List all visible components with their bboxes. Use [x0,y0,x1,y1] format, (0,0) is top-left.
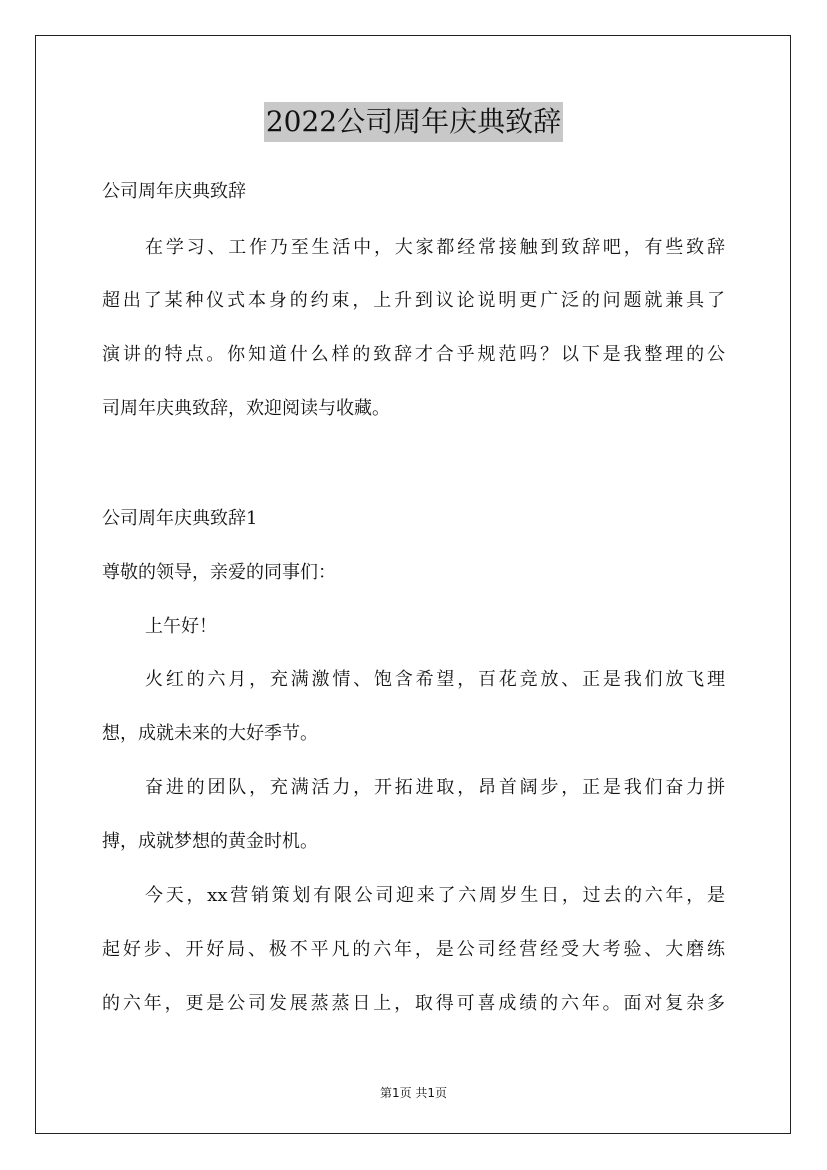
intro-line-2: 超出了某种仪式本身的约束，上升到议论说明更广泛的问题就兼具了 [102,290,725,311]
intro-line-3: 演讲的特点。你知道什么样的致辞才合乎规范吗？以下是我整理的公 [102,344,725,365]
document-title-text: 2022公司周年庆典致辞 [264,102,563,142]
intro-line-1: 在学习、工作乃至生活中，大家都经常接触到致辞吧，有些致辞 [145,237,725,258]
paragraph-1-line-2: 想，成就未来的大好季节。 [102,723,318,744]
greeting: 上午好！ [145,616,217,637]
salutation: 尊敬的领导，亲爱的同事们： [102,562,336,583]
document-title [0,102,827,146]
paragraph-2-line-2: 搏，成就梦想的黄金时机。 [102,831,318,852]
paragraph-1-line-1: 火红的六月，充满激情、饱含希望，百花竞放、正是我们放飞理 [145,669,725,690]
page-footer: 第1页 共1页 [379,1086,448,1100]
paragraph-2-line-1: 奋进的团队，充满活力，开拓进取，昂首阔步，正是我们奋力拼 [145,777,725,798]
paragraph-3-line-3: 的六年，更是公司发展蒸蒸日上，取得可喜成绩的六年。面对复杂多 [102,993,725,1014]
section-title: 公司周年庆典致辞1 [102,508,258,529]
paragraph-3-line-1: 今天，xx营销策划有限公司迎来了六周岁生日，过去的六年，是 [145,885,725,906]
intro-line-4: 司周年庆典致辞，欢迎阅读与收藏。 [102,398,390,419]
document-subtitle: 公司周年庆典致辞 [102,181,246,202]
paragraph-3-line-2: 起好步、开好局、极不平凡的六年，是公司经营经受大考验、大磨练 [102,939,725,960]
